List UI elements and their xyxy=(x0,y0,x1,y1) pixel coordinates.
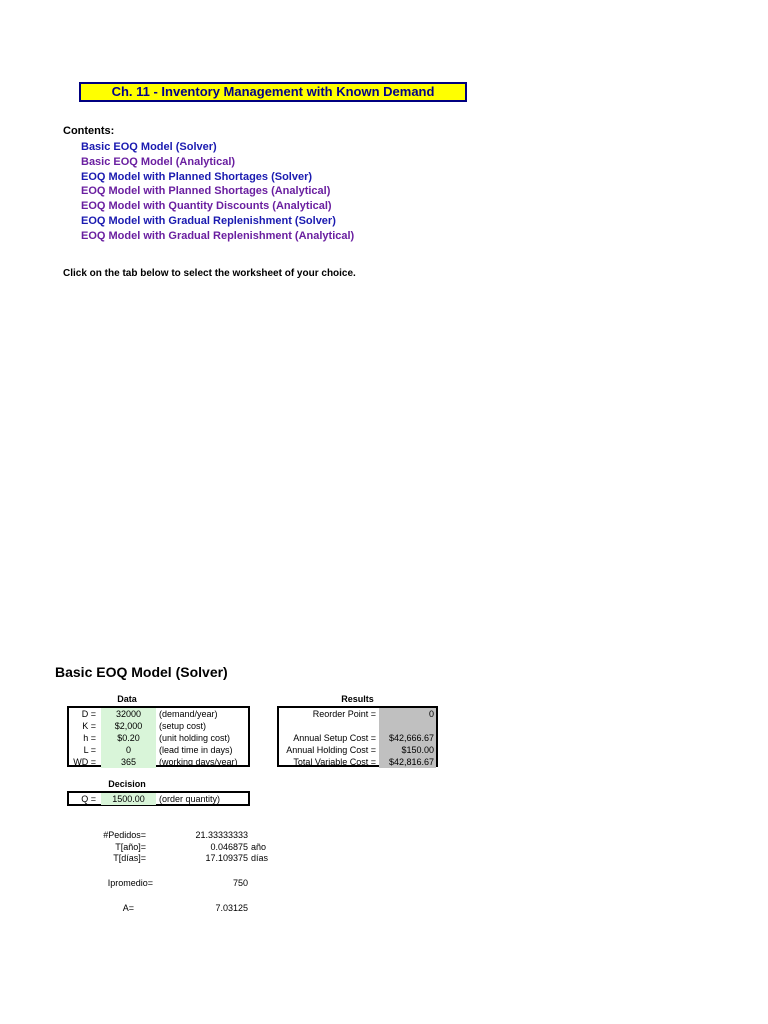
data-value-demand[interactable]: 32000 xyxy=(101,708,156,720)
results-label: Reorder Point = xyxy=(312,709,376,719)
toc-link-basic-eoq-analytical[interactable]: Basic EOQ Model (Analytical) xyxy=(81,155,236,168)
results-row xyxy=(279,708,436,720)
calc-value-pedidos: 21.33333333 xyxy=(195,830,248,840)
section-title: Basic EOQ Model (Solver) xyxy=(55,664,228,680)
data-value-setup-cost[interactable]: $2,000 xyxy=(101,720,156,732)
calc-value-ipromedio: 750 xyxy=(232,878,248,888)
results-value-holding-cost: $150.00 xyxy=(379,744,436,756)
results-value-total-variable-cost: $42,816.67 xyxy=(379,756,436,768)
results-row xyxy=(279,756,436,768)
calc-unit-ano: año xyxy=(251,842,267,852)
data-desc: (lead time in days) xyxy=(159,745,233,755)
toc-link-planned-shortages-solver[interactable]: EOQ Model with Planned Shortages (Solver) xyxy=(81,170,313,183)
data-label: L = xyxy=(83,745,96,755)
results-value-setup-cost: $42,666.67 xyxy=(379,732,436,744)
data-desc: (setup cost) xyxy=(159,721,207,731)
data-label: h = xyxy=(83,733,96,743)
data-row xyxy=(69,708,248,720)
data-header: Data xyxy=(117,694,137,704)
data-value-working-days[interactable]: 365 xyxy=(101,756,156,768)
results-label: Annual Holding Cost = xyxy=(286,745,376,755)
calc-label-t-dias: T[días]= xyxy=(113,853,146,863)
toc-link-gradual-replenishment-solver[interactable]: EOQ Model with Gradual Replenishment (Solver) xyxy=(81,214,336,227)
calc-value-t-ano: 0.046875 xyxy=(210,842,248,852)
results-label: Annual Setup Cost = xyxy=(293,733,376,743)
toc-link-quantity-discounts-analytical[interactable]: EOQ Model with Quantity Discounts (Analytical) xyxy=(81,200,332,213)
toc-link-gradual-replenishment-analytical[interactable]: EOQ Model with Gradual Replenishment (Analytical) xyxy=(81,229,355,242)
decision-header: Decision xyxy=(108,779,146,789)
instruction-text: Click on the tab below to select the worksheet of your choice. xyxy=(63,268,356,279)
data-desc: (working days/year) xyxy=(159,757,238,767)
data-row xyxy=(69,744,248,756)
decision-label: Q = xyxy=(81,794,96,804)
results-row xyxy=(279,720,436,732)
data-table xyxy=(67,706,250,767)
calc-value-t-dias: 17.109375 xyxy=(205,853,248,863)
contents-label: Contents: xyxy=(63,125,115,137)
results-value-reorder-point: 0 xyxy=(379,708,436,720)
toc-link-basic-eoq-solver[interactable]: Basic EOQ Model (Solver) xyxy=(81,141,217,153)
calc-label-a: A= xyxy=(122,903,134,913)
data-row xyxy=(69,720,248,732)
results-table xyxy=(277,706,438,767)
data-row xyxy=(69,756,248,768)
calc-label-ipromedio: Ipromedio= xyxy=(107,878,153,888)
data-desc: (unit holding cost) xyxy=(159,733,231,743)
calc-label-t-ano: T[año]= xyxy=(115,842,146,852)
decision-value-order-quantity[interactable]: 1500.00 xyxy=(101,793,156,805)
calc-label-pedidos: #Pedidos= xyxy=(103,830,146,840)
calc-unit-dias: días xyxy=(251,853,269,863)
results-row xyxy=(279,744,436,756)
data-label: WD = xyxy=(73,757,96,767)
page-title: Ch. 11 - Inventory Management with Known Demand xyxy=(79,82,467,102)
contents-list xyxy=(81,140,354,244)
data-label: K = xyxy=(82,721,96,731)
decision-desc: (order quantity) xyxy=(159,794,221,804)
data-value-holding-cost[interactable]: $0.20 xyxy=(101,732,156,744)
calc-value-a: 7.03125 xyxy=(215,903,248,913)
decision-row xyxy=(69,793,248,805)
data-label: D = xyxy=(81,709,96,719)
results-header: Results xyxy=(341,694,374,704)
results-label: Total Variable Cost = xyxy=(293,757,376,767)
data-desc: (demand/year) xyxy=(159,709,218,719)
data-value-lead-time[interactable]: 0 xyxy=(101,744,156,756)
results-value-blank xyxy=(379,720,436,732)
results-row xyxy=(279,732,436,744)
decision-table xyxy=(67,791,250,806)
data-row xyxy=(69,732,248,744)
toc-link-planned-shortages-analytical[interactable]: EOQ Model with Planned Shortages (Analytical) xyxy=(81,185,331,198)
